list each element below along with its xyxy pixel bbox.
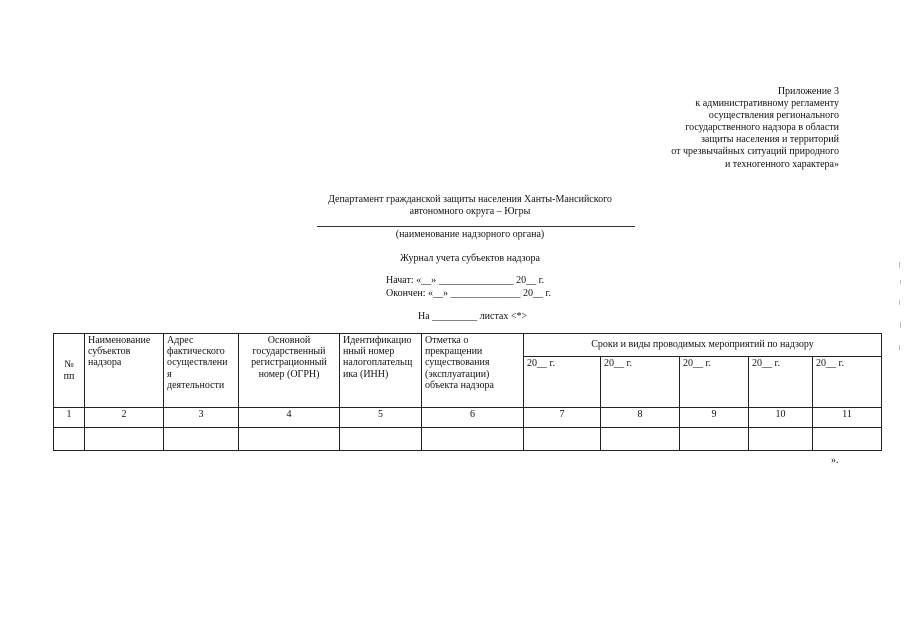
table-cell bbox=[524, 428, 601, 451]
column-number: 8 bbox=[601, 408, 680, 428]
header-termination-mark: Отметка о прекращении существования (эксплуатации) объекта надзора bbox=[422, 334, 524, 408]
closing-quote: ». bbox=[831, 455, 839, 466]
table-header-row bbox=[54, 334, 882, 357]
column-number: 10 bbox=[749, 408, 813, 428]
table-cell bbox=[601, 428, 680, 451]
header-inspection-group: Сроки и виды проводимых мероприятий по надзору bbox=[524, 334, 882, 357]
appendix-line: от чрезвычайных ситуаций природного bbox=[671, 146, 839, 158]
table-cell bbox=[239, 428, 340, 451]
appendix-line: и техногенного характера» bbox=[724, 158, 839, 170]
column-number: 9 bbox=[680, 408, 749, 428]
column-number-row bbox=[54, 408, 882, 428]
appendix-line: осуществления регионального bbox=[708, 110, 839, 122]
sheets-count: На _________ листах <*> bbox=[418, 311, 528, 322]
column-number: 3 bbox=[164, 408, 239, 428]
scan-artifact bbox=[900, 322, 901, 328]
date-finished: Окончен: «__» ______________ 20__ г. bbox=[386, 287, 551, 299]
department-line: автономного округа – Югры bbox=[409, 206, 531, 217]
header-year: 20__ г. bbox=[813, 357, 882, 408]
table-cell bbox=[340, 428, 422, 451]
journal-dates bbox=[386, 275, 551, 300]
header-year: 20__ г. bbox=[680, 357, 749, 408]
header-subject-name: Наименование субъектов надзора bbox=[85, 334, 164, 408]
table-cell bbox=[749, 428, 813, 451]
column-number: 6 bbox=[422, 408, 524, 428]
table-cell bbox=[680, 428, 749, 451]
journal-title: Журнал учета субъектов надзора bbox=[400, 253, 540, 264]
scan-artifact bbox=[899, 300, 900, 305]
table-cell bbox=[422, 428, 524, 451]
table-cell bbox=[164, 428, 239, 451]
scan-artifact bbox=[899, 262, 900, 268]
journal-table bbox=[53, 333, 882, 451]
header-number: № пп bbox=[54, 334, 85, 408]
column-number: 11 bbox=[813, 408, 882, 428]
department-underline bbox=[317, 226, 635, 227]
scan-artifact bbox=[900, 280, 901, 284]
table-row bbox=[54, 428, 882, 451]
header-year: 20__ г. bbox=[524, 357, 601, 408]
column-number: 7 bbox=[524, 408, 601, 428]
department-name bbox=[300, 194, 640, 218]
date-started: Начат: «__» _______________ 20__ г. bbox=[386, 275, 545, 286]
appendix-header bbox=[579, 86, 839, 171]
org-caption: (наименование надзорного органа) bbox=[395, 229, 545, 240]
header-year: 20__ г. bbox=[601, 357, 680, 408]
appendix-line: Приложение 3 bbox=[777, 86, 839, 97]
department-line: Департамент гражданской защиты населения Ханты-Мансийского bbox=[328, 194, 612, 205]
header-address: Адрес фактического осуществлени я деятельности bbox=[164, 334, 239, 408]
scan-artifact bbox=[899, 345, 900, 350]
table-cell bbox=[813, 428, 882, 451]
appendix-line: защиты населения и территорий bbox=[700, 134, 839, 146]
appendix-line: к административному регламенту bbox=[695, 98, 839, 110]
header-year: 20__ г. bbox=[749, 357, 813, 408]
column-number: 2 bbox=[85, 408, 164, 428]
appendix-line: государственного надзора в области bbox=[685, 122, 839, 134]
column-number: 1 bbox=[54, 408, 85, 428]
column-number: 4 bbox=[239, 408, 340, 428]
header-inn: Идентификацио нный номер налогоплательщ ика (ИНН) bbox=[340, 334, 422, 408]
table-cell bbox=[54, 428, 85, 451]
header-ogrn: Основной государственный регистрационный номер (ОГРН) bbox=[239, 334, 340, 408]
table-cell bbox=[85, 428, 164, 451]
column-number: 5 bbox=[340, 408, 422, 428]
